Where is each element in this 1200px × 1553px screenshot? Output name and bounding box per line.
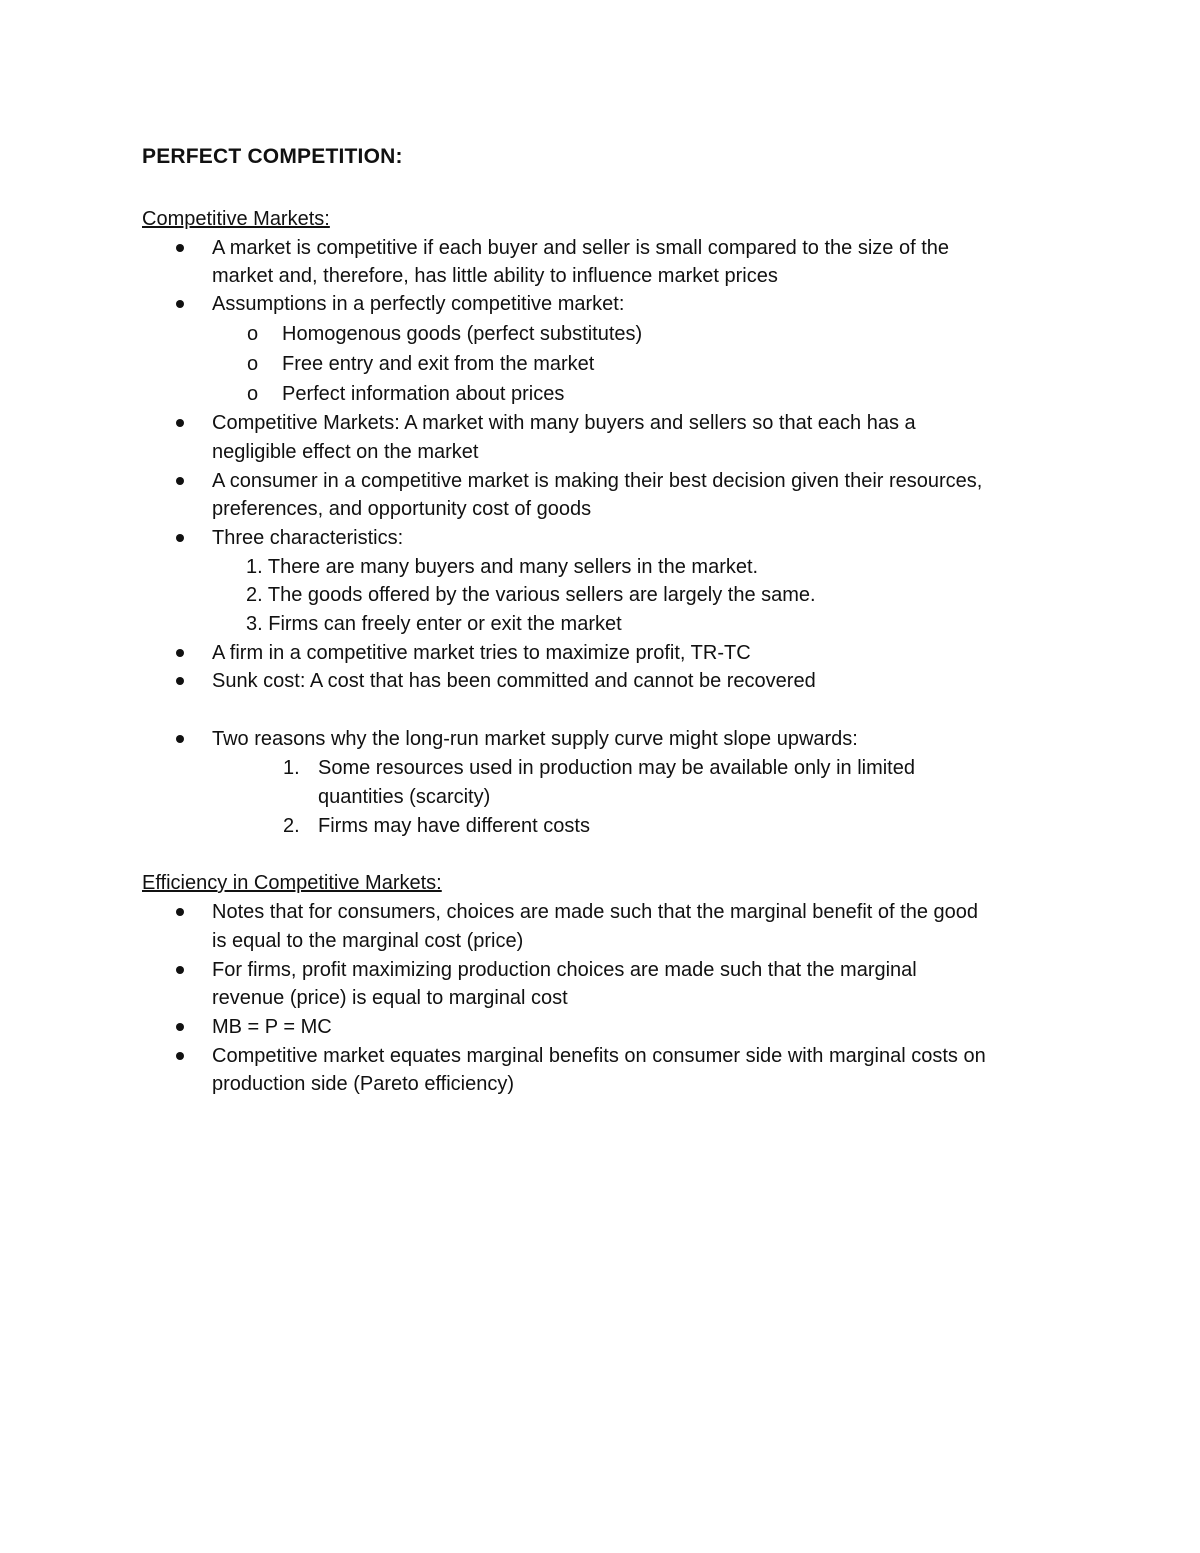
bullet-icon <box>176 677 184 685</box>
list-item-text: negligible effect on the market <box>212 441 479 463</box>
list-item-text: Competitive market equates marginal benefits on consumer side with marginal costs on <box>212 1045 986 1067</box>
bullet-icon <box>176 300 184 308</box>
sub-list-item-text: Free entry and exit from the market <box>282 353 595 375</box>
list-item-text: Competitive Markets: A market with many buyers and sellers so that each has a <box>212 412 916 434</box>
bullet-icon <box>176 649 184 657</box>
bullet-icon <box>176 534 184 542</box>
sub-list-item-text: Perfect information about prices <box>282 383 565 405</box>
numbered-item-text: quantities (scarcity) <box>318 786 491 808</box>
list-item-text: A firm in a competitive market tries to maximize profit, TR-TC <box>212 642 751 664</box>
list-number: 1. <box>283 757 300 779</box>
list-item-text: For firms, profit maximizing production choices are made such that the marginal <box>212 959 917 981</box>
hollow-bullet-icon: o <box>247 353 259 375</box>
section-heading-efficiency: Efficiency in Competitive Markets: <box>142 872 442 894</box>
list-item-text: MB = P = MC <box>212 1016 332 1038</box>
numbered-item-text: Firms may have different costs <box>318 815 590 837</box>
list-item-text: production side (Pareto efficiency) <box>212 1073 515 1095</box>
list-number: 2. <box>283 815 300 837</box>
bullet-icon <box>176 244 184 252</box>
bullet-icon <box>176 966 184 974</box>
list-item-text: Sunk cost: A cost that has been committed and cannot be recovered <box>212 670 816 692</box>
list-item-text: Assumptions in a perfectly competitive market: <box>212 293 625 315</box>
bullet-icon <box>176 477 184 485</box>
list-item-text: preferences, and opportunity cost of goods <box>212 498 592 520</box>
section-heading-competitive-markets: Competitive Markets: <box>142 208 330 230</box>
bullet-icon <box>176 1052 184 1060</box>
list-item-text: is equal to the marginal cost (price) <box>212 930 524 952</box>
numbered-item-text: 1. There are many buyers and many sellers in the market. <box>246 556 759 578</box>
bullet-icon <box>176 419 184 427</box>
page-title: PERFECT COMPETITION: <box>142 145 403 168</box>
bullet-icon <box>176 735 184 743</box>
list-item-text: Notes that for consumers, choices are made such that the marginal benefit of the good <box>212 901 978 923</box>
numbered-item-text: 2. The goods offered by the various sellers are largely the same. <box>246 584 816 606</box>
list-item-text: Three characteristics: <box>212 527 404 549</box>
numbered-item-text: 3. Firms can freely enter or exit the market <box>246 613 622 635</box>
hollow-bullet-icon: o <box>247 323 259 345</box>
list-item-text: A market is competitive if each buyer and seller is small compared to the size of the <box>212 237 950 259</box>
list-item-text: market and, therefore, has little ability to influence market prices <box>212 265 778 287</box>
list-item-text: A consumer in a competitive market is making their best decision given their resources, <box>212 470 983 492</box>
bullet-icon <box>176 908 184 916</box>
list-item-text: Two reasons why the long-run market supply curve might slope upwards: <box>212 728 858 750</box>
numbered-item-text: Some resources used in production may be available only in limited <box>318 757 915 779</box>
bullet-icon <box>176 1023 184 1031</box>
sub-list-item-text: Homogenous goods (perfect substitutes) <box>282 323 643 345</box>
list-item-text: revenue (price) is equal to marginal cost <box>212 987 568 1009</box>
hollow-bullet-icon: o <box>247 383 259 405</box>
